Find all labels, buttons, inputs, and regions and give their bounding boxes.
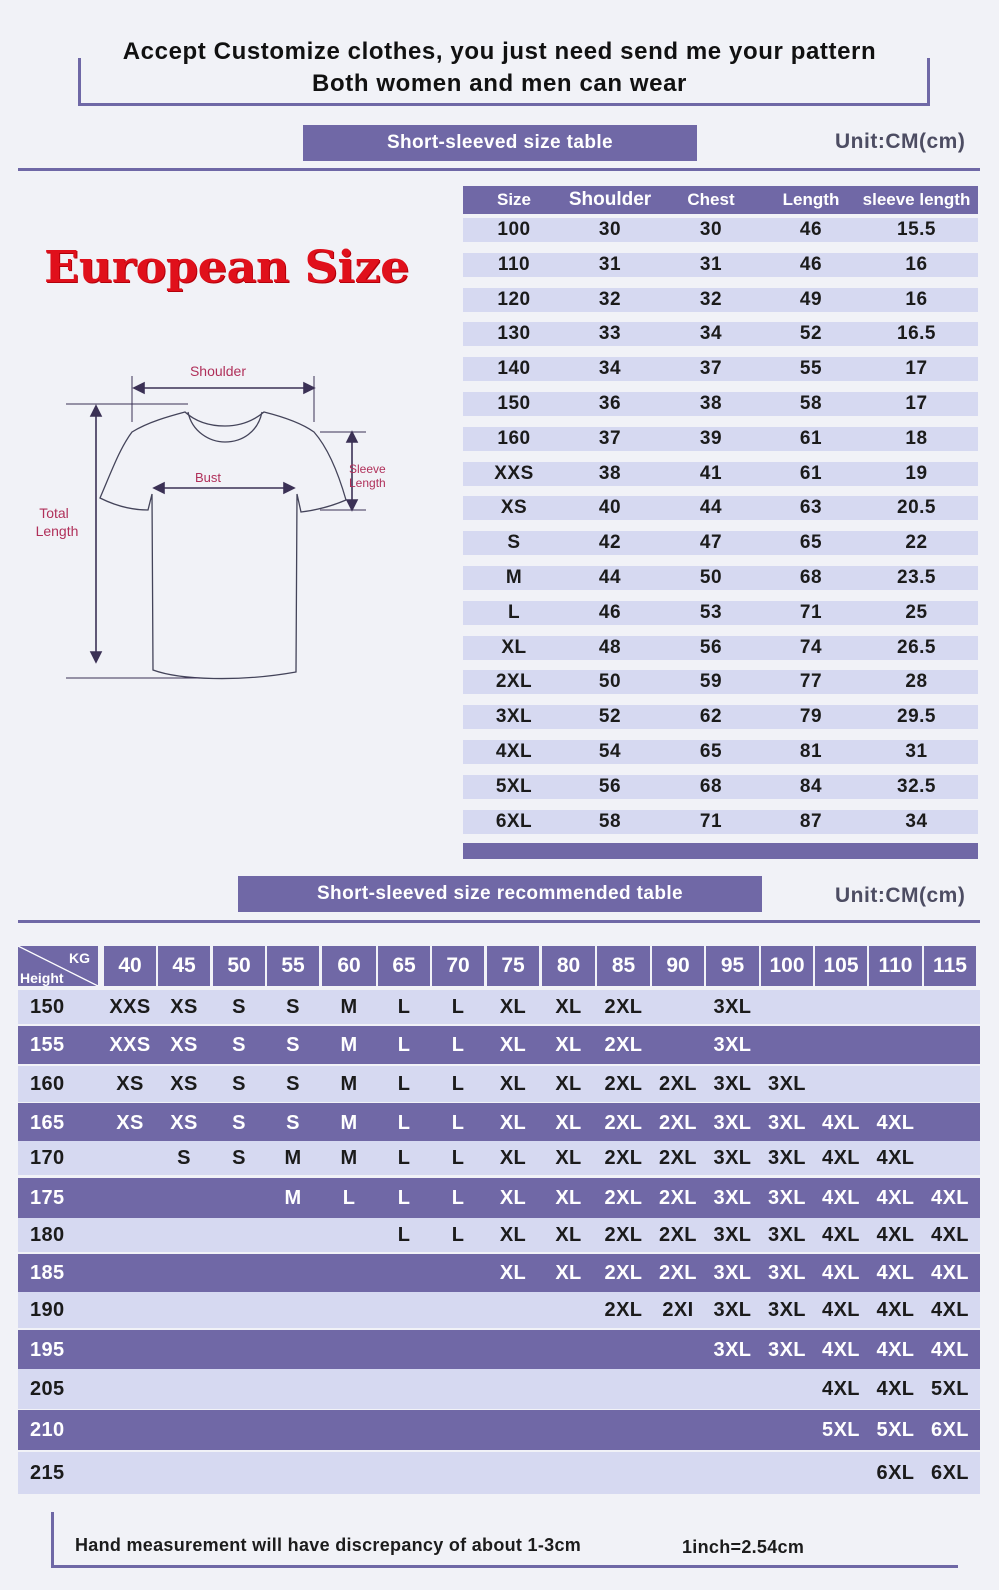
cell-shoulder: 40 (598, 497, 622, 519)
recommended-table-corner (18, 946, 98, 986)
size-table-row (463, 670, 978, 694)
cell-chest: 68 (699, 775, 723, 797)
size-cell: 5XL (876, 1418, 915, 1441)
cell-sleeve-length: 19 (905, 462, 928, 484)
size-cell: 3XL (713, 1298, 752, 1321)
size-cell: 3XL (713, 1033, 752, 1056)
size-cell: M (284, 1146, 302, 1169)
size-cell: 3XL (768, 1111, 806, 1134)
size-cell: S (232, 995, 246, 1018)
cell-sleeve-length: 17 (905, 392, 928, 414)
cell-shoulder: 44 (598, 566, 622, 588)
cell-size: XS (500, 497, 528, 519)
height-cell: 210 (30, 1418, 65, 1441)
cell-size: 150 (497, 392, 531, 414)
recommended-row (18, 1254, 980, 1292)
section-divider (18, 168, 980, 171)
recommended-row (18, 1178, 980, 1218)
cell-chest: 37 (699, 358, 723, 380)
cell-chest: 53 (699, 601, 723, 623)
height-cell: 205 (30, 1377, 65, 1400)
size-cell: 2XL (604, 995, 643, 1018)
size-cell: 3XL (768, 1072, 806, 1095)
cell-chest: 44 (699, 497, 723, 519)
cell-chest: 30 (699, 219, 723, 240)
size-cell: 3XL (713, 995, 752, 1018)
cell-length: 63 (799, 497, 823, 519)
size-cell: XXS (109, 1033, 151, 1056)
size-table-row (463, 253, 978, 277)
cell-shoulder: 30 (598, 219, 622, 240)
size-cell: L (397, 1186, 411, 1209)
height-cell: 165 (30, 1111, 65, 1134)
cell-sleeve-length: 22 (905, 532, 928, 554)
cell-chest: 62 (699, 706, 723, 728)
size-table-header (463, 186, 978, 214)
cell-chest: 34 (699, 323, 723, 345)
size-cell: L (342, 1186, 356, 1209)
size-cell: 4XL (822, 1377, 860, 1400)
size-cell: L (451, 995, 465, 1018)
cell-length: 58 (799, 392, 823, 414)
size-cell: 3XL (768, 1261, 806, 1284)
cell-size: 3XL (495, 706, 533, 728)
cell-length: 68 (799, 566, 823, 588)
european-size-title: European Size (44, 242, 409, 293)
size-table-row (463, 357, 978, 381)
cell-size: S (507, 532, 521, 554)
size-cell: 3XL (713, 1186, 752, 1209)
cell-size: 110 (497, 253, 531, 275)
recommended-row (18, 1369, 980, 1409)
size-cell: 2XI (662, 1298, 694, 1321)
cell-chest: 38 (699, 392, 723, 414)
size-cell: XS (170, 1111, 198, 1134)
size-cell: L (397, 1223, 411, 1246)
cell-length: 71 (799, 601, 823, 623)
size-cell: 4XL (876, 1298, 915, 1321)
recommended-row (18, 1141, 980, 1175)
cell-shoulder: 56 (598, 775, 622, 797)
size-cell: L (451, 1111, 465, 1134)
size-cell: S (286, 1033, 300, 1056)
size-cell: S (232, 1111, 246, 1134)
cell-chest: 71 (699, 810, 723, 832)
cell-shoulder: 54 (598, 740, 622, 762)
cell-chest: 39 (699, 427, 723, 449)
size-cell: 5XL (931, 1377, 969, 1400)
cell-shoulder: 42 (598, 532, 622, 554)
size-cell: 4XL (876, 1338, 915, 1361)
size-cell: M (284, 1186, 302, 1209)
cell-length: 87 (799, 810, 823, 832)
size-cell: S (232, 1072, 246, 1095)
cell-size: 4XL (495, 740, 533, 762)
size-cell: 2XL (604, 1072, 643, 1095)
cell-size: 2XL (495, 671, 533, 693)
size-cell: L (451, 1186, 465, 1209)
size-cell: M (340, 1072, 358, 1095)
shoulder-label: Shoulder (189, 363, 247, 379)
size-cell: 3XL (713, 1223, 752, 1246)
recommended-row (18, 1066, 980, 1102)
cell-sleeve-length: 29.5 (897, 706, 936, 728)
cell-sleeve-length: 16 (905, 253, 928, 275)
header-size: Size (496, 190, 532, 209)
weight-header: 80 (542, 946, 595, 986)
size-cell: 3XL (768, 1223, 806, 1246)
size-cell: 6XL (931, 1418, 969, 1441)
recommended-row (18, 1026, 980, 1064)
size-cell: XL (555, 1223, 582, 1246)
size-cell: L (397, 1033, 411, 1056)
weight-header: 85 (597, 946, 650, 986)
size-table-row (463, 288, 978, 312)
cell-shoulder: 31 (598, 253, 622, 275)
cell-chest: 41 (699, 462, 723, 484)
size-cell: 3XL (713, 1072, 752, 1095)
weight-header: 95 (706, 946, 759, 986)
height-cell: 150 (30, 995, 65, 1018)
cell-sleeve-length: 31 (905, 740, 928, 762)
cell-sleeve-length: 26.5 (897, 636, 936, 658)
total-label-1: Total (39, 505, 69, 521)
size-cell: 4XL (876, 1261, 915, 1284)
cell-shoulder: 48 (598, 636, 622, 658)
header-line-2: Both women and men can wear (312, 70, 687, 97)
size-cell: XS (116, 1072, 144, 1095)
size-cell: 4XL (822, 1298, 860, 1321)
size-cell: 4XL (822, 1111, 860, 1134)
size-cell: 2XL (604, 1111, 643, 1134)
size-table-row (463, 810, 978, 834)
size-table-row (463, 705, 978, 729)
section-divider-2 (18, 920, 980, 923)
recommended-row (18, 1330, 980, 1370)
size-cell: 3XL (768, 1146, 806, 1169)
cell-length: 46 (799, 219, 823, 240)
size-cell: XS (170, 995, 198, 1018)
cell-chest: 65 (699, 740, 723, 762)
size-cell: XL (499, 995, 527, 1018)
size-cell: 4XL (876, 1146, 915, 1169)
size-cell: L (451, 1146, 465, 1169)
cell-size: 6XL (495, 810, 533, 832)
cell-length: 84 (799, 775, 823, 797)
recommended-row (18, 1218, 980, 1252)
size-cell: 2XL (604, 1146, 643, 1169)
size-cell: L (397, 1072, 411, 1095)
size-cell: 3XL (713, 1338, 752, 1361)
cell-length: 61 (799, 427, 823, 449)
measurement-note: Hand measurement will have discrepancy of about 1-3cm (75, 1535, 582, 1555)
unit-label-2: Unit:CM(cm) (835, 884, 966, 907)
size-cell: 4XL (876, 1377, 915, 1400)
cell-sleeve-length: 18 (905, 427, 928, 449)
weight-header: 40 (104, 946, 156, 986)
size-cell: 4XL (876, 1223, 915, 1246)
unit-label: Unit:CM(cm) (835, 130, 966, 153)
size-cell: XXS (109, 995, 151, 1018)
cell-chest: 56 (699, 636, 723, 658)
size-cell: 2XL (659, 1261, 697, 1284)
size-cell: XL (555, 1186, 582, 1209)
size-cell: 2XL (659, 1186, 697, 1209)
size-table-row (463, 496, 978, 520)
size-cell: L (451, 1223, 465, 1246)
height-cell: 170 (30, 1146, 65, 1169)
size-table-row (463, 775, 978, 799)
size-cell: M (340, 1111, 358, 1134)
size-cell: 4XL (822, 1146, 860, 1169)
size-cell: XL (499, 1223, 527, 1246)
cell-sleeve-length: 28 (905, 671, 928, 693)
cell-chest: 50 (699, 566, 723, 588)
size-cell: 3XL (713, 1111, 752, 1134)
size-table-row (463, 392, 978, 416)
cell-sleeve-length: 20.5 (897, 497, 936, 519)
cell-size: M (505, 566, 523, 588)
weight-header: 90 (652, 946, 704, 986)
size-cell: S (286, 1072, 300, 1095)
size-cell: L (451, 1033, 465, 1056)
size-cell: 4XL (822, 1261, 860, 1284)
height-cell: 185 (30, 1261, 65, 1284)
cell-sleeve-length: 23.5 (897, 566, 936, 588)
cell-length: 52 (799, 323, 823, 345)
cell-sleeve-length: 32.5 (897, 775, 936, 797)
size-cell: S (286, 1111, 300, 1134)
cell-sleeve-length: 34 (905, 810, 928, 832)
cell-length: 79 (799, 706, 823, 728)
recommended-row (18, 1452, 980, 1494)
cell-length: 46 (799, 253, 823, 275)
size-cell: 4XL (931, 1338, 969, 1361)
size-cell: XL (555, 1146, 582, 1169)
size-cell: XL (555, 1261, 582, 1284)
size-cell: XL (499, 1261, 527, 1284)
recommended-row (18, 1103, 980, 1143)
size-cell: 4XL (931, 1298, 969, 1321)
size-table-row (463, 636, 978, 660)
corner-kg-label: KG (69, 950, 90, 966)
size-cell: 3XL (768, 1186, 806, 1209)
cell-shoulder: 38 (598, 462, 622, 484)
cell-sleeve-length: 15.5 (897, 219, 936, 240)
size-cell: L (451, 1072, 465, 1095)
cell-size: XL (501, 636, 527, 658)
size-cell: 4XL (822, 1186, 860, 1209)
header-line-1: Accept Customize clothes, you just need send me your pattern (122, 38, 877, 65)
size-table-row (463, 218, 978, 242)
cell-shoulder: 58 (598, 810, 622, 832)
height-cell: 195 (30, 1338, 65, 1361)
size-cell: XL (499, 1033, 527, 1056)
recommended-table-banner: Short-sleeved size recommended table (238, 876, 762, 912)
weight-header: 105 (815, 946, 867, 986)
size-cell: 4XL (822, 1338, 860, 1361)
weight-header: 110 (869, 946, 922, 986)
total-label-2: Length (35, 523, 79, 539)
size-cell: 2XL (604, 1033, 643, 1056)
header-chest: Chest (687, 190, 735, 209)
size-cell: XL (499, 1186, 527, 1209)
size-table-row (463, 601, 978, 625)
size-cell: 2XL (604, 1223, 643, 1246)
size-cell: 4XL (931, 1223, 969, 1246)
size-cell: XL (555, 1033, 582, 1056)
cell-sleeve-length: 16 (905, 288, 928, 310)
cell-size: L (507, 601, 521, 623)
cell-length: 55 (799, 358, 823, 380)
cell-chest: 31 (699, 253, 723, 275)
cell-sleeve-length: 16.5 (897, 323, 936, 345)
size-table-row (463, 322, 978, 346)
size-cell: S (232, 1033, 246, 1056)
height-cell: 190 (30, 1298, 65, 1321)
size-cell: 2XL (659, 1223, 697, 1246)
height-cell: 215 (30, 1461, 65, 1484)
cell-shoulder: 46 (598, 601, 622, 623)
size-cell: XL (555, 995, 582, 1018)
size-cell: 6XL (931, 1461, 969, 1484)
cell-length: 61 (799, 462, 823, 484)
weight-header: 50 (213, 946, 265, 986)
size-cell: 4XL (876, 1186, 915, 1209)
height-cell: 160 (30, 1072, 65, 1095)
cell-shoulder: 36 (598, 392, 622, 414)
size-cell: M (340, 995, 358, 1018)
cell-length: 65 (799, 532, 823, 554)
sleeve-label-1: Sleeve (349, 462, 386, 476)
size-cell: S (232, 1146, 246, 1169)
weight-header: 45 (158, 946, 210, 986)
height-cell: 175 (30, 1186, 65, 1209)
size-cell: XL (555, 1072, 582, 1095)
size-table-row (463, 566, 978, 590)
size-cell: 2XL (604, 1261, 643, 1284)
cell-length: 81 (799, 740, 823, 762)
header-length: Length (782, 190, 840, 209)
cell-shoulder: 52 (598, 706, 622, 728)
cell-length: 77 (799, 671, 823, 693)
cell-size: 160 (497, 427, 531, 449)
size-cell: M (340, 1033, 358, 1056)
size-table-body (463, 218, 978, 844)
size-cell: 2XL (604, 1298, 643, 1321)
header-sleeve-length: sleeve length (862, 190, 971, 209)
cell-length: 74 (799, 636, 823, 658)
cell-shoulder: 50 (598, 671, 622, 693)
cell-sleeve-length: 25 (905, 601, 928, 623)
size-cell: S (177, 1146, 191, 1169)
size-cell: 3XL (713, 1261, 752, 1284)
size-table-row (463, 427, 978, 451)
weight-header: 115 (924, 946, 976, 986)
cell-shoulder: 34 (598, 358, 622, 380)
cell-size: 100 (497, 219, 531, 240)
cell-size: 140 (497, 358, 531, 380)
weight-header: 60 (322, 946, 376, 986)
bust-label: Bust (194, 470, 222, 485)
sleeve-label-2: Length (349, 476, 386, 490)
size-cell: XS (170, 1033, 198, 1056)
size-cell: 5XL (822, 1418, 860, 1441)
size-cell: 2XL (659, 1072, 697, 1095)
tshirt-measurement-diagram (20, 360, 420, 700)
cell-size: XXS (494, 462, 534, 484)
recommended-row (18, 1292, 980, 1328)
size-cell: 2XL (659, 1111, 697, 1134)
size-table-footer-bar (463, 843, 978, 859)
cell-chest: 59 (699, 671, 723, 693)
size-cell: 3XL (768, 1338, 806, 1361)
size-table-row (463, 740, 978, 764)
recommended-row (18, 1410, 980, 1450)
size-cell: XL (499, 1111, 527, 1134)
cell-shoulder: 32 (598, 288, 622, 310)
size-cell: 4XL (876, 1111, 915, 1134)
size-cell: XL (499, 1146, 527, 1169)
height-cell: 180 (30, 1223, 65, 1246)
cell-size: 5XL (495, 775, 533, 797)
recommended-row (18, 990, 980, 1024)
size-cell: 3XL (768, 1298, 806, 1321)
size-cell: XS (170, 1072, 198, 1095)
size-cell: 4XL (931, 1261, 969, 1284)
cell-chest: 47 (699, 532, 723, 554)
weight-header: 65 (378, 946, 430, 986)
size-cell: 4XL (931, 1186, 969, 1209)
corner-height-label: Height (20, 970, 64, 986)
cell-shoulder: 37 (598, 427, 622, 449)
size-cell: 4XL (822, 1223, 860, 1246)
size-cell: S (286, 995, 300, 1018)
size-cell: L (397, 1111, 411, 1134)
size-cell: XL (499, 1072, 527, 1095)
size-cell: 3XL (713, 1146, 752, 1169)
size-cell: XL (555, 1111, 582, 1134)
cell-length: 49 (799, 288, 823, 310)
weight-header: 100 (761, 946, 813, 986)
header-shoulder: Shoulder (568, 189, 652, 210)
weight-header: 55 (267, 946, 319, 986)
cell-size: 120 (497, 288, 531, 310)
size-cell: L (397, 995, 411, 1018)
weight-header: 70 (432, 946, 484, 986)
cell-size: 130 (497, 323, 531, 345)
weight-header: 75 (487, 946, 539, 986)
size-cell: 6XL (876, 1461, 915, 1484)
size-cell: XS (116, 1111, 144, 1134)
cell-shoulder: 33 (598, 323, 622, 345)
size-table-row (463, 531, 978, 555)
cell-sleeve-length: 17 (905, 358, 928, 380)
size-table-banner: Short-sleeved size table (303, 125, 697, 161)
cell-chest: 32 (699, 288, 723, 310)
height-cell: 155 (30, 1033, 65, 1056)
size-table-row (463, 462, 978, 486)
size-cell: 2XL (659, 1146, 697, 1169)
size-cell: L (397, 1146, 411, 1169)
size-cell: 2XL (604, 1186, 643, 1209)
size-cell: M (340, 1146, 358, 1169)
inch-conversion: 1inch=2.54cm (682, 1537, 805, 1557)
